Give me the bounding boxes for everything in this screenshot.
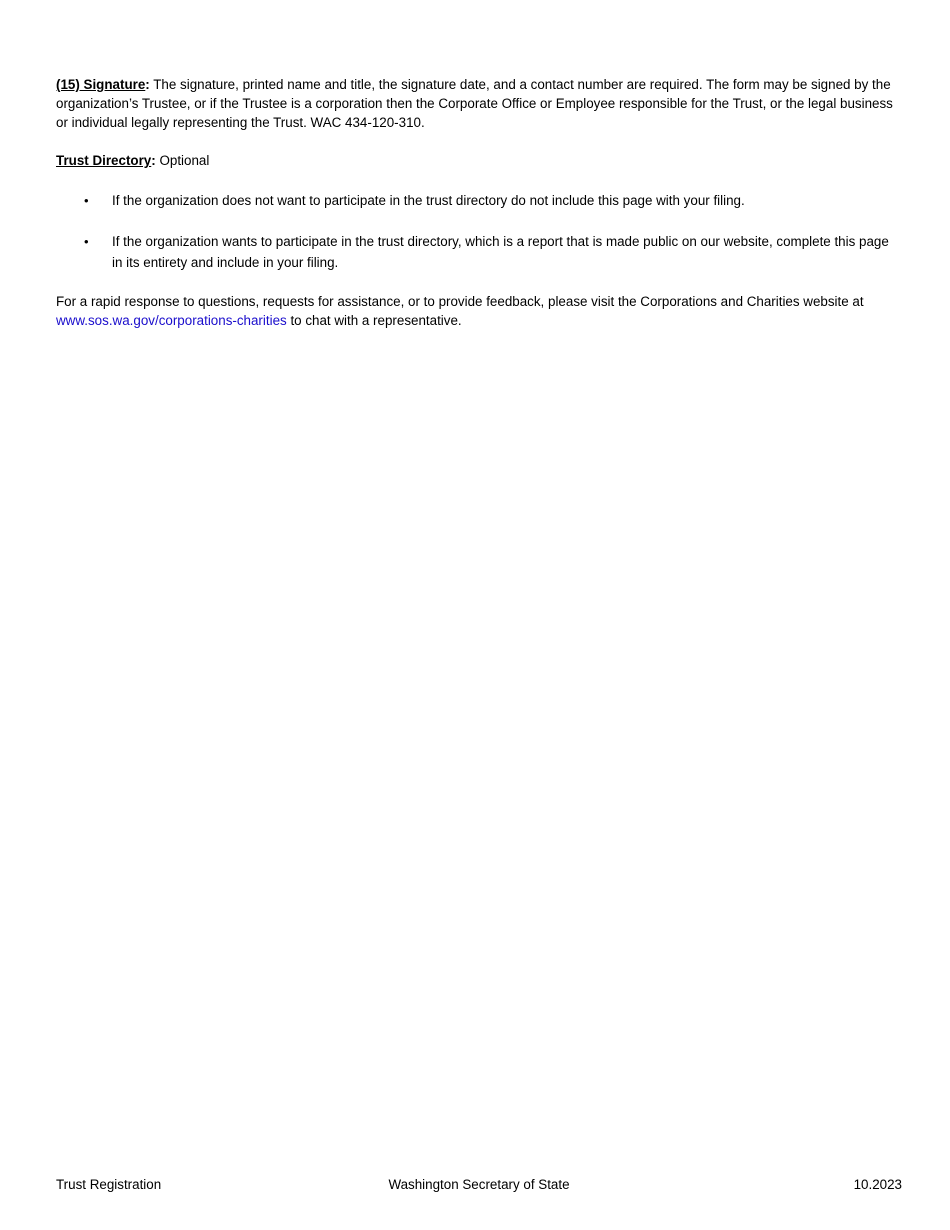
signature-heading: (15) Signature	[56, 77, 146, 92]
trust-directory-heading: Trust Directory	[56, 153, 152, 168]
footer-agency: Washington Secretary of State	[388, 1177, 570, 1192]
bullet-dot-icon: •	[84, 193, 89, 208]
page-content	[56, 75, 901, 330]
trust-directory-text: Optional	[155, 153, 210, 168]
signature-paragraph	[56, 75, 901, 132]
signature-text: The signature, printed name and title, the signature date, and a contact number are required. The form may be signed by the organization’s Trustee, or if the Trustee is a corporation then the Corporate Office or Employee responsible for the Trust, or the legal business or individual legally representing the Trust. WAC 434-120-310.	[56, 77, 893, 130]
corporations-charities-link[interactable]: www.sos.wa.gov/corporations-charities	[56, 313, 287, 328]
contact-paragraph	[56, 292, 901, 330]
contact-text-after: to chat with a representative.	[286, 313, 462, 328]
bullet-item-not-participate	[56, 190, 901, 211]
trust-directory-paragraph	[56, 151, 901, 170]
trust-directory-heading-colon: :	[151, 153, 156, 168]
signature-heading-colon: :	[145, 77, 150, 92]
trust-directory-bullet-list	[56, 190, 901, 273]
bullet-item-participate	[56, 231, 901, 273]
footer-form-name: Trust Registration	[56, 1177, 162, 1192]
bullet-dot-icon: •	[84, 234, 89, 249]
bullet-text: If the organization wants to participate in the trust directory, which is a report that is made public on our website, complete this page in its entirety and include in your filing.	[112, 234, 889, 270]
bullet-text: If the organization does not want to participate in the trust directory do not include this page with your filing.	[112, 193, 745, 208]
contact-text-before: For a rapid response to questions, requests for assistance, or to provide feedback, please visit the Corporations and Charities website at	[56, 294, 864, 309]
page-footer	[56, 1177, 902, 1197]
footer-version: 10.2023	[853, 1177, 902, 1192]
